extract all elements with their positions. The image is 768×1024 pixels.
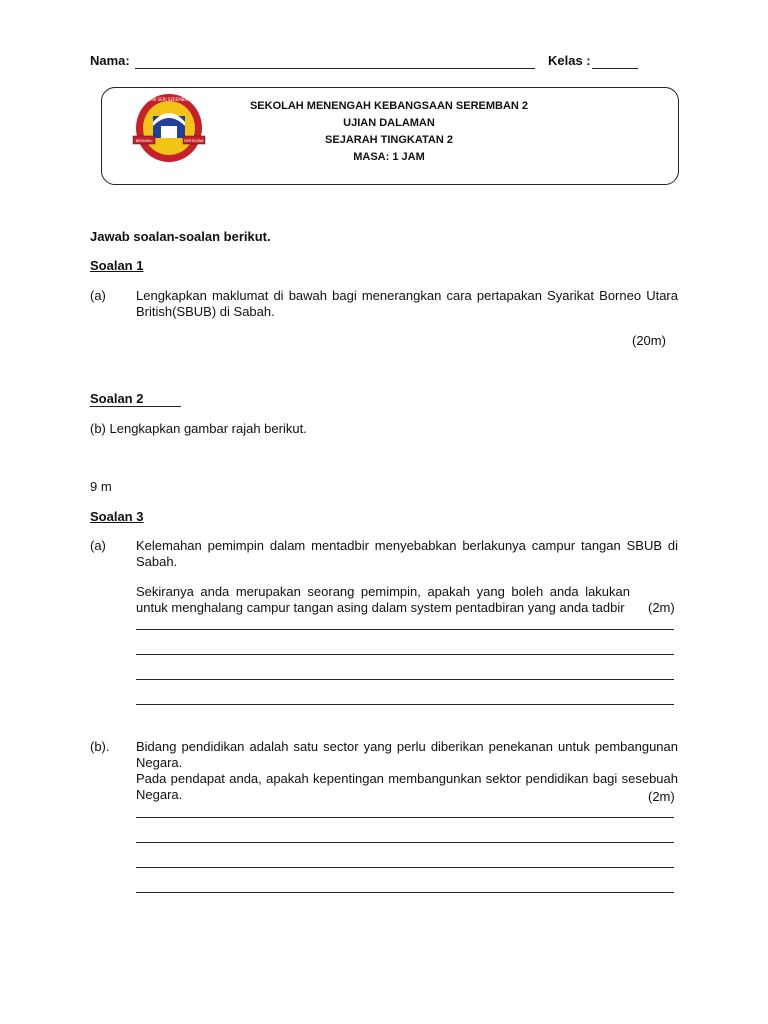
q3a-marks: (2m) xyxy=(648,600,675,615)
logo-text-right: BERTAQWA xyxy=(184,139,204,143)
subject-title: SEJARAH TINGKATAN 2 xyxy=(325,134,453,146)
q1-text: Lengkapkan maklumat di bawah bagi menerangkan cara pertapakan Syarikat Borneo Utara British(SBUB) di Sabah. xyxy=(136,288,678,319)
q3a-answer-line-4[interactable] xyxy=(136,704,674,705)
q1-marks: (20m) xyxy=(632,333,666,348)
q3b-answer-line-3[interactable] xyxy=(136,867,674,868)
q1-title: Soalan 1 xyxy=(90,258,144,273)
q3a-label: (a) xyxy=(90,538,106,553)
exam-time: MASA: 1 JAM xyxy=(353,151,425,163)
instruction: Jawab soalan-soalan berikut. xyxy=(90,229,271,244)
school-name: SEKOLAH MENENGAH KEBANGSAAN SEREMBAN 2 xyxy=(249,100,529,112)
q3b-marks: (2m) xyxy=(648,789,675,804)
q3b-text1: Bidang pendidikan adalah satu sector yang perlu diberikan penekanan untuk pembangunan Negara. xyxy=(136,739,678,770)
nama-label: Nama: xyxy=(90,53,130,68)
q3b-answer-line-2[interactable] xyxy=(136,842,674,843)
q3-title: Soalan 3 xyxy=(90,509,144,524)
q2-title-underline xyxy=(90,406,181,407)
logo-text-left: BERAMAL xyxy=(135,139,153,143)
q2-title: Soalan 2 xyxy=(90,391,144,406)
kelas-field-line[interactable] xyxy=(592,68,638,69)
exam-title: UJIAN DALAMAN xyxy=(343,117,435,129)
q3a-answer-line-3[interactable] xyxy=(136,679,674,680)
q3b-answer-line-4[interactable] xyxy=(136,892,674,893)
logo-text-top: SMK SERI SEREMBAN xyxy=(147,97,191,102)
nama-field-line[interactable] xyxy=(135,68,535,69)
q2-marks: 9 m xyxy=(90,479,112,494)
kelas-label: Kelas : xyxy=(548,53,591,68)
q3b-answer-line-1[interactable] xyxy=(136,817,674,818)
q3a-answer-line-1[interactable] xyxy=(136,629,674,630)
q2-text: (b) Lengkapkan gambar rajah berikut. xyxy=(90,421,307,436)
q3a-answer-line-2[interactable] xyxy=(136,654,674,655)
q1-label: (a) xyxy=(90,288,106,303)
q3b-label: (b). xyxy=(90,739,110,754)
q3a-text1: Kelemahan pemimpin dalam mentadbir menyebabkan berlakunya campur tangan SBUB di Sabah. xyxy=(136,538,678,569)
q3b-text2: Pada pendapat anda, apakah kepentingan membangunkan sektor pendidikan bagi sesebuah Negara. xyxy=(136,771,678,802)
q3a-text2: Sekiranya anda merupakan seorang pemimpin, apakah yang boleh anda lakukan untuk menghalang campur tangan asing dalam system pentadbiran yang anda tadbir xyxy=(136,584,630,615)
